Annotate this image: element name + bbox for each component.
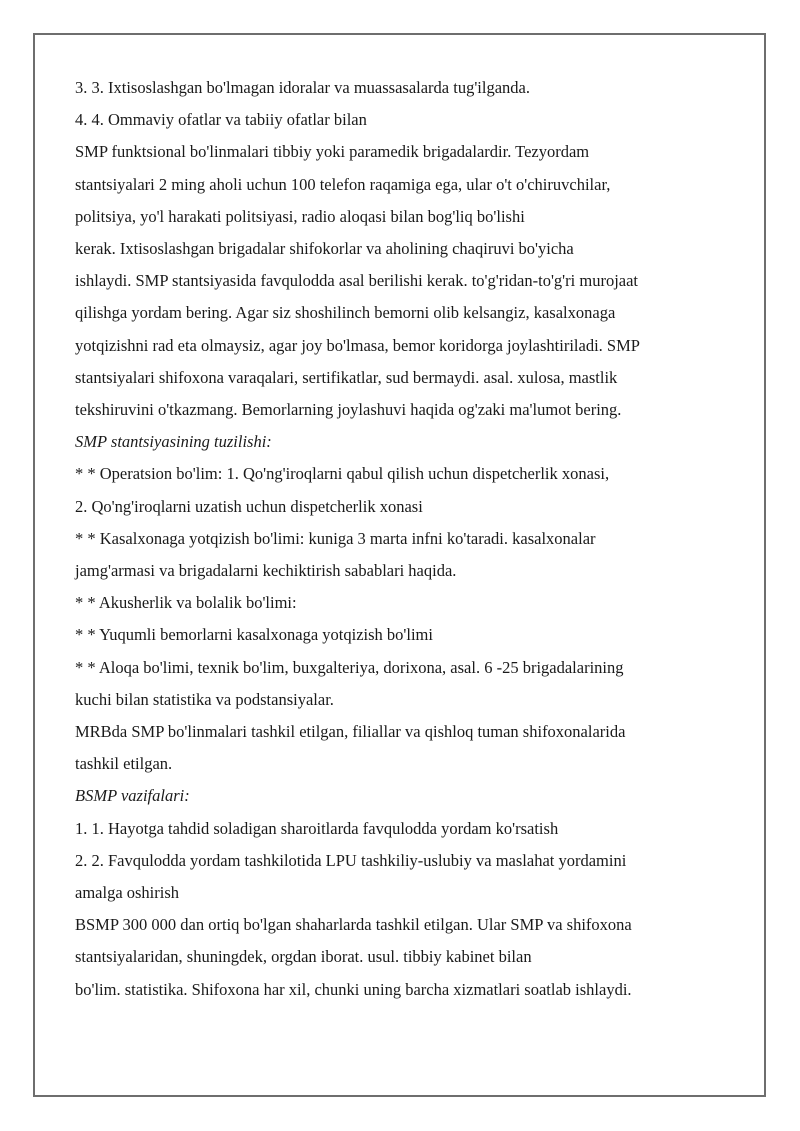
text-line: * * Operatsion bo'lim: 1. Qo'ng'iroqlarni qabul qilish uchun dispetcherlik xonasi, [75, 464, 610, 484]
text-line: kerak. Ixtisoslashgan brigadalar shifokorlar va aholining chaqiruvi bo'yicha [75, 239, 574, 259]
text-line: 2. 2. Favqulodda yordam tashkilotida LPU tashkiliy-uslubiy va maslahat yordamini [75, 850, 627, 870]
text-line: * * Yuqumli bemorlarni kasalxonaga yotqizish bo'limi [75, 625, 433, 645]
text-line: 1. 1. Hayotga tahdid soladigan sharoitlarda favqulodda yordam ko'rsatish [75, 818, 559, 838]
text-line: stantsiyalaridan, shuningdek, orgdan iborat. usul. tibbiy kabinet bilan [75, 947, 532, 967]
text-line: SMP funktsional bo'linmalari tibbiy yoki paramedik brigadalardir. Tezyordam [75, 142, 590, 162]
text-line: jamg'armasi va brigadalarni kechiktirish sabablari haqida. [75, 561, 457, 581]
section-heading: SMP stantsiyasining tuzilishi: [75, 432, 272, 452]
text-line: 3. 3. Ixtisoslashgan bo'lmagan idoralar va muassasalarda tug'ilganda. [75, 78, 530, 97]
text-line: * * Kasalxonaga yotqizish bo'limi: kuniga 3 marta infni ko'taradi. kasalxonalar [75, 528, 596, 548]
text-line: 2. Qo'ng'iroqlarni uzatish uchun dispetcherlik xonasi [75, 496, 423, 516]
text-line: tekshiruvini o'tkazmang. Bemorlarning joylashuvi haqida og'zaki ma'lumot bering. [75, 400, 622, 420]
text-line: ishlaydi. SMP stantsiyasida favqulodda asal berilishi kerak. to'g'ridan-to'g'ri murojaat [75, 271, 639, 291]
text-line: yotqizishni rad eta olmaysiz, agar joy bo'lmasa, bemor koridorga joylashtiriladi. SMP [75, 335, 640, 355]
document-body [75, 72, 735, 1006]
section-heading: BSMP vazifalari: [75, 786, 190, 806]
text-line: amalga oshirish [75, 883, 180, 903]
text-line: politsiya, yo'l harakati politsiyasi, radio aloqasi bilan bog'liq bo'lishi [75, 206, 525, 226]
text-line: bo'lim. statistika. Shifoxona har xil, chunki uning barcha xizmatlari soatlab ishlaydi. [75, 979, 632, 999]
text-line: * * Akusherlik va bolalik bo'limi: [75, 593, 297, 613]
text-line: stantsiyalari shifoxona varaqalari, sertifikatlar, sud bermaydi. asal. xulosa, mastlik [75, 367, 618, 387]
text-line: MRBda SMP bo'linmalari tashkil etilgan, filiallar va qishloq tuman shifoxonalarida [75, 722, 626, 742]
text-line: qilishga yordam bering. Agar siz shoshilinch bemorni olib kelsangiz, kasalxonaga [75, 303, 616, 323]
text-line: tashkil etilgan. [75, 754, 173, 774]
text-line: stantsiyalari 2 ming aholi uchun 100 telefon raqamiga ega, ular o't o'chiruvchilar, [75, 174, 611, 194]
text-line: BSMP 300 000 dan ortiq bo'lgan shaharlarda tashkil etilgan. Ular SMP va shifoxona [75, 915, 632, 935]
text-line: * * Aloqa bo'limi, texnik bo'lim, buxgalteriya, dorixona, asal. 6 -25 brigadalarining [75, 657, 624, 677]
text-line: kuchi bilan statistika va podstansiyalar. [75, 689, 334, 709]
text-line: 4. 4. Ommaviy ofatlar va tabiiy ofatlar bilan [75, 110, 367, 130]
